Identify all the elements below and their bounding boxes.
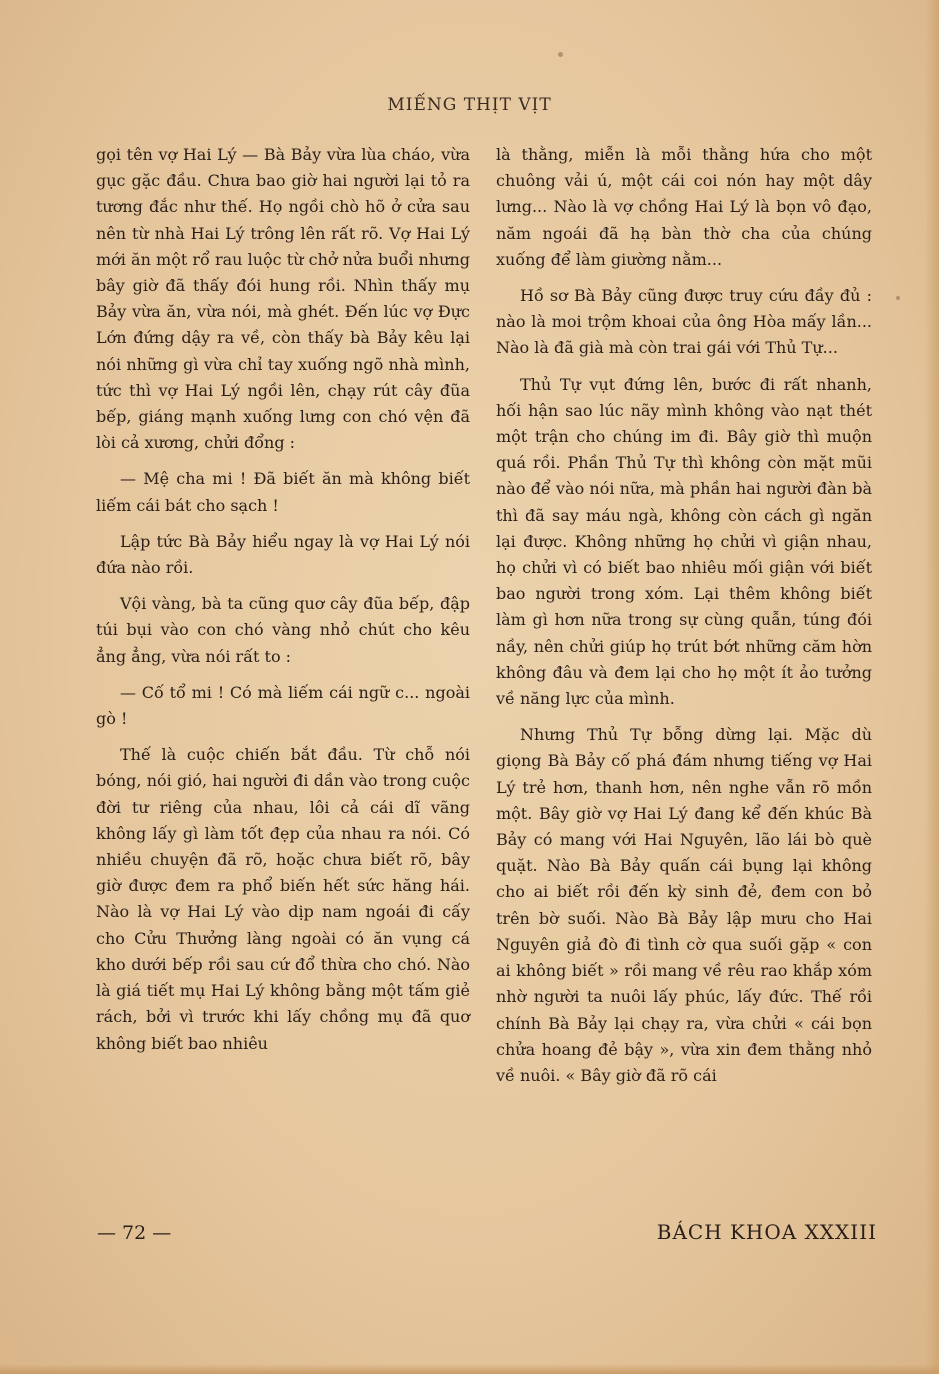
paragraph: Thế là cuộc chiến bắt đầu. Từ chỗ nói bóng, nói gió, hai người đi dần vào trong cuộc đời tư riêng của nhau, lôi cả cái dĩ vãng không lấy gì làm tốt đẹp của nhau ra nói. Có nhiều chuyện đã rõ, hoặc chưa biết rõ, bây giờ được đem ra phổ biến hết sức hăng hái. Nào là vợ Hai Lý vào dịp nam ngoái đi cấy cho Cửu Thưởng làng ngoài có ăn vụng cá kho dưới bếp rồi sau cứ đổ thừa cho chó. Nào là giá tiết mụ Hai Lý không bằng một tấm giẻ rách, bởi vì trước khi lấy chồng mụ đã quơ không biết bao nhiêu bbox=[96, 745, 470, 1053]
paper-speck bbox=[896, 296, 900, 300]
left-column bbox=[96, 142, 470, 1067]
paragraph: — Cố tổ mi ! Có mà liếm cái ngữ c... ngoài gò ! bbox=[96, 682, 470, 729]
paragraph: Vội vàng, bà ta cũng quơ cây đũa bếp, đập túi bụi vào con chó vàng nhỏ chút cho kêu ẳng ẳng, vừa nói rất to : bbox=[96, 594, 470, 666]
paper-speck bbox=[558, 52, 563, 57]
page-number: — 72 — bbox=[97, 1222, 172, 1244]
paragraph: Hồ sơ Bà Bảy cũng được truy cứu đầy đủ : nào là moi trộm khoai của ông Hòa mấy lần... Nào là đã già mà còn trai gái với Thủ Tự... bbox=[496, 286, 872, 358]
right-column bbox=[496, 142, 872, 1099]
paragraph: gọi tên vợ Hai Lý — Bà Bảy vừa lùa cháo, vừa gục gặc đầu. Chưa bao giờ hai người lại tỏ ra tương đắc như thế. Họ ngồi chò hõ ở cửa sau nên từ nhà Hai Lý trông lên rất rõ. Vợ Hai Lý mới ăn một rổ rau luộc từ chở nửa buổi nhưng bây giờ đã thấy đói hung rồi. Nhìn thấy mụ Bảy vừa ăn, vừa nói, mà ghét. Đến lúc vợ Đực Lớn đứng dậy ra về, còn thấy bà Bảy kêu lại nói những gì vừa chỉ tay xuống ngõ nhà mình, tức thì vợ Hai Lý ngồi lên, chạy rút cây đũa bếp, giáng mạnh xuống lưng con chó vện đã lòi cả xương, chửi đổng : bbox=[96, 145, 470, 453]
paragraph: Thủ Tự vụt đứng lên, bước đi rất nhanh, hối hận sao lúc nãy mình không vào nạt thét một trận cho chúng im đi. Bây giờ thì muộn quá rồi. Phần Thủ Tự thì không còn mặt mũi nào để vào nói nữa, mà phần hai người đàn bà thì đã say máu ngà, không còn cách gì ngăn lại được. Không những họ chửi vì giận nhau, họ chửi vì có biết bao nhiêu mối giận với biết bao người trong xóm. Lại thêm không biết làm gì hơn nữa trong sự cùng quẫn, túng đói nầy, nên chửi giúp họ trút bớt những căm hờn không đâu và đem lại cho họ một ít ảo tưởng về năng lực của mình. bbox=[496, 374, 872, 709]
running-header: MIẾNG THỊT VỊT bbox=[387, 95, 552, 115]
magazine-issue: BÁCH KHOA XXXIII bbox=[656, 1220, 877, 1244]
paper-bottom-edge bbox=[0, 1364, 939, 1374]
paragraph: Nhưng Thủ Tự bỗng dừng lại. Mặc dù giọng Bà Bảy cố phá đám nhưng tiếng vợ Hai Lý trẻ hơn, thanh hơn, nên nghe vẫn rõ mồn một. Bây giờ vợ Hai Lý đang kể đến khúc Bà Bảy có mang với Hai Nguyên, lão lái bò què quặt. Nào Bà Bảy quấn cái bụng lại không cho ai biết rồi đến kỳ sinh đẻ, đem con bỏ trên bờ suối. Nào Bà Bảy lập mưu cho Hai Nguyên giả đò đi tình cờ qua suối gặp « con ai không biết » rồi mang về rêu rao khắp xóm nhờ người ta nuôi lấy phúc, lấy đức. Thế rồi chính Bà Bảy lại chạy ra, vừa chửi « cái bọn chửa hoang đẻ bậy », vừa xin đem thằng nhỏ về nuôi. « Bây giờ đã rõ cái bbox=[496, 725, 872, 1085]
paragraph: Lập tức Bà Bảy hiểu ngay là vợ Hai Lý nói đứa nào rồi. bbox=[96, 531, 470, 578]
paragraph: — Mệ cha mi ! Đã biết ăn mà không biết liếm cái bát cho sạch ! bbox=[96, 469, 470, 515]
paper-edge-shadow bbox=[925, 0, 939, 1374]
paragraph: là thằng, miễn là mỗi thằng hứa cho một chuông vải ú, một cái coi nón hay một dây lưng... Nào là vợ chồng Hai Lý là bọn vô đạo, năm ngoái đã hạ bàn thờ cha của chúng xuống để làm giường nằm... bbox=[496, 145, 872, 269]
